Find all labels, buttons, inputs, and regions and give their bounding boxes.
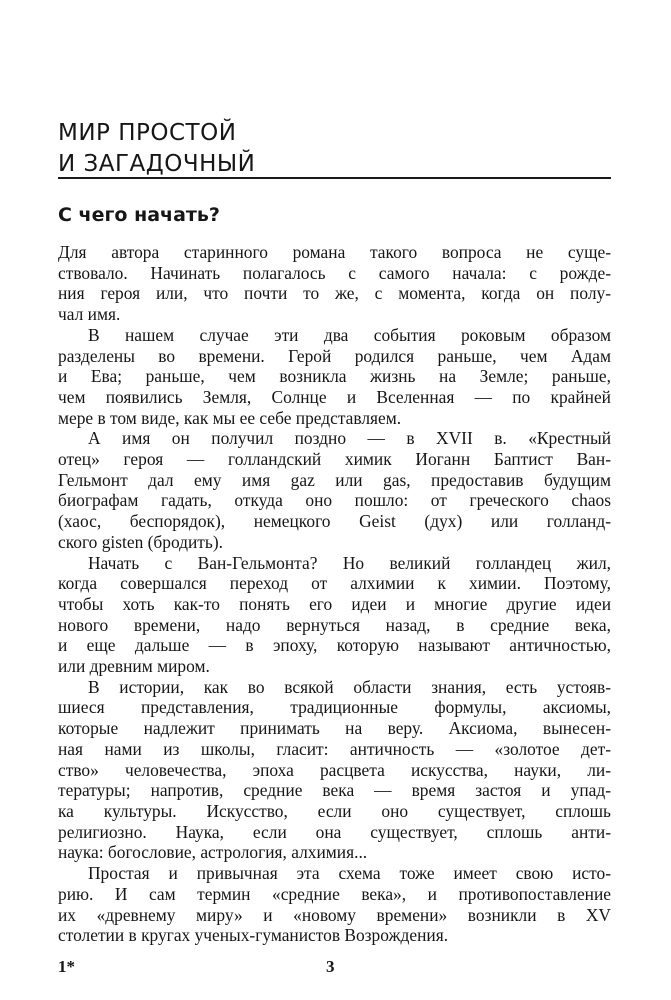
chapter-title-line: МИР ПРОСТОЙ xyxy=(58,120,237,146)
text-line: Простая и привычная эта схема тоже имеет свою исто- xyxy=(88,863,611,884)
paragraph xyxy=(58,677,611,863)
chapter-title-line: И ЗАГАДОЧНЫЙ xyxy=(58,151,256,177)
text-line: когда совершался переход от алхимии к химии. Поэтому, xyxy=(58,573,611,594)
text-line: нового времени, надо вернуться назад, в средние века, xyxy=(58,614,611,635)
text-line: чтобы хоть как-то понять его идеи и многие другие идеи xyxy=(58,593,611,614)
text-line: которые надлежит принимать на веру. Аксиома, вынесен- xyxy=(58,718,611,739)
signature-mark: 1* xyxy=(58,957,75,976)
text-line: В истории, как во всякой области знания, есть устояв- xyxy=(88,676,611,697)
body-text xyxy=(58,242,611,946)
text-line: (хаос, беспорядок), немецкого Geist (дух) или голланд- xyxy=(58,511,611,532)
text-line: рию. И сам термин «средние века», и противопоставление xyxy=(58,883,611,904)
title-divider xyxy=(58,177,611,179)
text-line: шиеся представления, традиционные формулы, аксиомы, xyxy=(58,697,611,718)
text-line: ная нами из школы, гласит: античность — «золотое дет- xyxy=(58,738,611,759)
chapter-title xyxy=(58,118,255,180)
text-line: ния героя или, что почти то же, с момента, когда он полу- xyxy=(58,283,611,304)
paragraph xyxy=(58,863,611,946)
text-line: столетии в кругах ученых-гуманистов Возрождения. xyxy=(58,925,449,946)
text-line: и еще дальше — в эпоху, которую называют античностью, xyxy=(58,635,611,656)
text-line: ствовало. Начинать полагалось с самого начала: с рожде- xyxy=(58,262,611,283)
text-line: биографам гадать, откуда оно пошло: от греческого chaos xyxy=(58,490,611,511)
text-line: В нашем случае эти два события роковым образом xyxy=(88,324,611,345)
text-line: религиозно. Наука, если она существует, сплошь анти- xyxy=(58,821,611,842)
text-line: Для автора старинного романа такого вопроса не суще- xyxy=(58,242,611,262)
text-line: ка культуры. Искусство, если оно существует, сплошь xyxy=(58,800,611,821)
paragraph xyxy=(58,325,611,429)
text-line: или древним миром. xyxy=(58,656,210,677)
section-heading: С чего начать? xyxy=(58,204,220,226)
text-line: ского gisten (бродить). xyxy=(58,531,223,552)
text-line: Начать с Ван-Гельмонта? Но великий голландец жил, xyxy=(88,552,611,573)
text-line: Гельмонт дал ему имя gaz или gas, предоставив будущим xyxy=(58,469,611,490)
paragraph xyxy=(58,553,611,677)
text-line: и Ева; раньше, чем возникла жизнь на Земле; раньше, xyxy=(58,366,611,387)
text-line: отец» героя — голландский химик Иоганн Баптист Ван- xyxy=(58,449,611,470)
text-line: их «древнему миру» и «новому времени» возникли в XV xyxy=(58,904,611,925)
text-line: наука: богословие, астрология, алхимия... xyxy=(58,842,368,863)
text-line: тературы; напротив, средние века — время застоя и упад- xyxy=(58,780,611,801)
text-line: мере в том виде, как мы ее себе представляем. xyxy=(58,407,402,428)
text-line: А имя он получил поздно — в XVII в. «Крестный xyxy=(88,428,611,449)
text-line: ство» человечества, эпоха расцвета искусства, науки, ли- xyxy=(58,759,611,780)
page-number: 3 xyxy=(326,957,335,976)
paragraph xyxy=(58,428,611,552)
paragraph xyxy=(58,242,611,325)
text-line: разделены во времени. Герой родился раньше, чем Адам xyxy=(58,345,611,366)
text-line: чал имя. xyxy=(58,304,121,325)
text-line: чем появились Земля, Солнце и Вселенная — по крайней xyxy=(58,386,611,407)
